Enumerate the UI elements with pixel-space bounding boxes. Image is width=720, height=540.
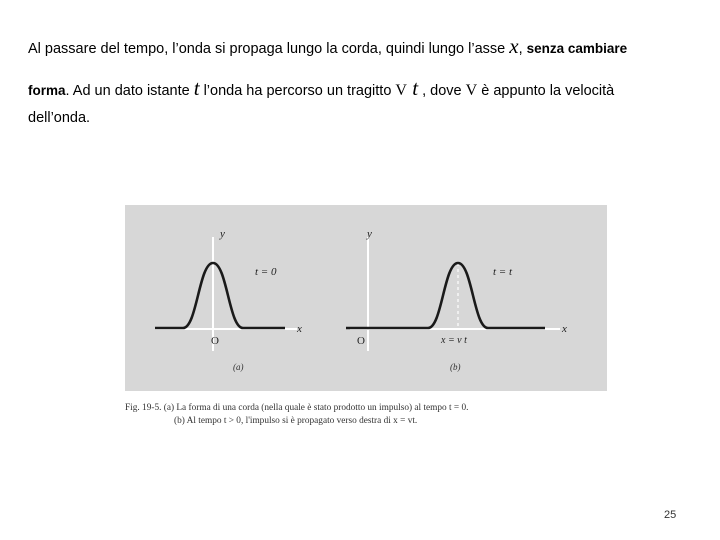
panel-b-y-label: y <box>367 228 372 240</box>
panel-b-position-label: x = v t <box>441 335 467 346</box>
panel-b-tag: (b) <box>450 362 461 372</box>
page-number: 25 <box>664 509 677 521</box>
figure-caption-line-2: (b) Al tempo t > 0, l'impulso si è propagato verso destra di x = vt. <box>174 416 418 426</box>
bold-phrase: senza cambiare <box>526 41 628 56</box>
bold-word: forma <box>28 83 66 98</box>
math-variable-v-2: V <box>465 82 478 99</box>
paragraph-line-1: Al passare del tempo, l’onda si propaga lungo la corda, quindi lungo l’asse x, senza cambiare <box>28 34 628 58</box>
math-variable-t-2: t <box>406 76 419 100</box>
panel-a-y-label: y <box>220 228 225 240</box>
panel-a-x-label: x <box>297 323 302 335</box>
panel-a-time-label: t = 0 <box>255 266 277 278</box>
figure-caption-line-1: Fig. 19-5. (a) La forma di una corda (nella quale è stato prodotto un impulso) al tempo t = 0. <box>125 403 469 413</box>
panel-a-tag: (a) <box>233 362 244 372</box>
math-variable-v: V <box>395 82 407 99</box>
panel-b-origin: O <box>357 335 365 347</box>
paragraph-line-3: dell’onda. <box>28 110 91 126</box>
wave-pulse-figure <box>125 205 613 433</box>
math-variable-x: x <box>509 34 519 58</box>
panel-b-time-label: t = t <box>493 266 513 278</box>
math-variable-t: t <box>193 76 200 100</box>
panel-b-x-label: x <box>562 323 567 335</box>
panel-a-origin: O <box>211 335 219 347</box>
paragraph-line-2: forma. Ad un dato istante t l’onda ha percorso un tragitto V t , dove V è appunto la velocità <box>28 76 615 100</box>
